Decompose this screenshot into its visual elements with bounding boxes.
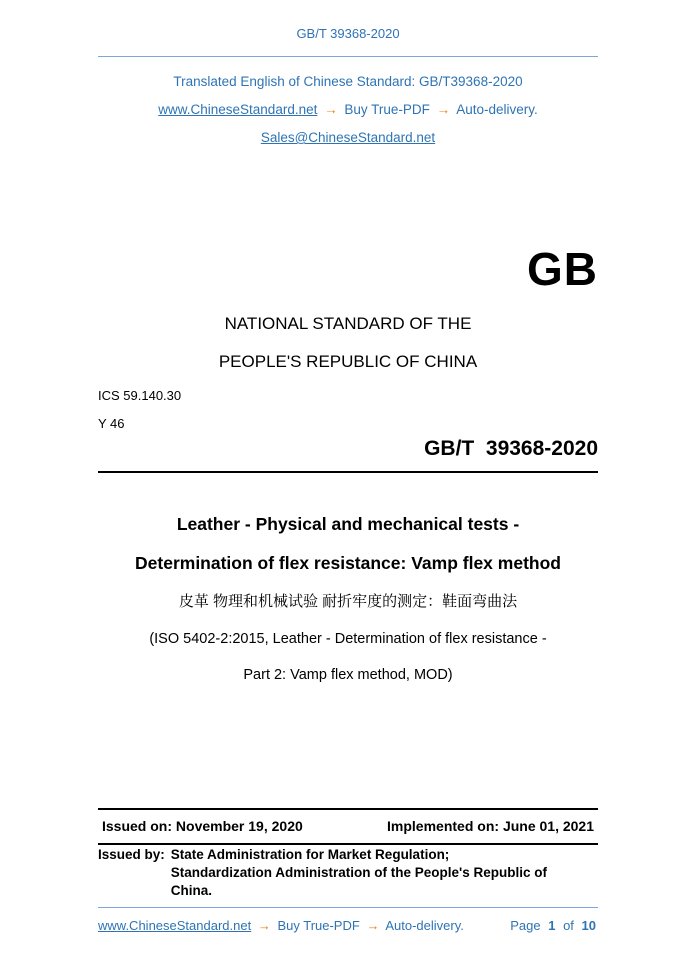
footer-site-line: [98, 918, 464, 933]
issued-by-label: Issued by:: [98, 847, 165, 862]
standard-number: GB/T 39368-2020: [424, 437, 598, 460]
issuer-lines: [171, 846, 547, 900]
ics-code: ICS 59.140.30: [98, 388, 182, 403]
buy-text: Buy True-PDF: [344, 102, 430, 117]
title-zh: 皮革 物理和机械试验 耐折牢度的测定：鞋面弯曲法: [178, 593, 518, 610]
title-rule: [98, 471, 598, 473]
national-standard-line1: NATIONAL STANDARD OF THE: [224, 314, 472, 333]
translated-line: Translated English of Chinese Standard: GB/T39368-2020: [173, 74, 523, 89]
arrow-icon: →: [436, 102, 451, 117]
implemented-on-label: Implemented on:: [387, 818, 500, 834]
implemented-on: [387, 818, 594, 834]
title-en-line1: Leather - Physical and mechanical tests -: [176, 514, 520, 534]
site-line: [98, 102, 598, 118]
issuer-line1: State Administration for Market Regulation;: [170, 847, 450, 862]
implemented-on-value: June 01, 2021: [502, 818, 594, 834]
issued-on-label: Issued on:: [102, 818, 173, 834]
arrow-icon: →: [324, 102, 338, 117]
arrow-icon: →: [366, 918, 380, 933]
classification-code: Y 46: [98, 416, 125, 431]
footer: [98, 907, 598, 933]
header-rule: [98, 56, 598, 57]
dates-row: [98, 808, 598, 845]
issuer-block: [98, 846, 598, 900]
gb-logo: GB: [527, 243, 598, 295]
issuer-line3: China.: [170, 883, 213, 898]
footer-buy-text: Buy True-PDF: [277, 918, 360, 933]
delivery-text: Auto-delivery.: [456, 102, 538, 117]
page-total: 10: [581, 918, 596, 933]
footer-site-link[interactable]: www.ChineseStandard.net: [98, 918, 252, 933]
title-en-line2: Determination of flex resistance: Vamp flex method: [135, 553, 561, 573]
email-line: [98, 130, 598, 146]
issuer-line2: Standardization Administration of the People's Republic of: [170, 865, 548, 880]
page-number: 1: [548, 918, 556, 933]
footer-delivery-text: Auto-delivery.: [385, 918, 464, 933]
doc-code-heading: GB/T 39368-2020: [296, 26, 400, 41]
footer-page-info: [508, 918, 598, 933]
issued-on-value: November 19, 2020: [175, 818, 303, 834]
national-standard-line2: PEOPLE'S REPUBLIC OF CHINA: [218, 352, 478, 371]
iso-reference-line2: Part 2: Vamp flex method, MOD): [243, 667, 453, 683]
iso-reference-line1: (ISO 5402-2:2015, Leather - Determination of flex resistance -: [149, 631, 547, 647]
page-label: Page: [510, 918, 541, 933]
email-link[interactable]: Sales@ChineseStandard.net: [260, 130, 436, 145]
site-link[interactable]: www.ChineseStandard.net: [158, 102, 318, 117]
of-label: of: [563, 918, 574, 933]
issued-on: [102, 818, 303, 834]
arrow-icon: →: [257, 918, 271, 933]
